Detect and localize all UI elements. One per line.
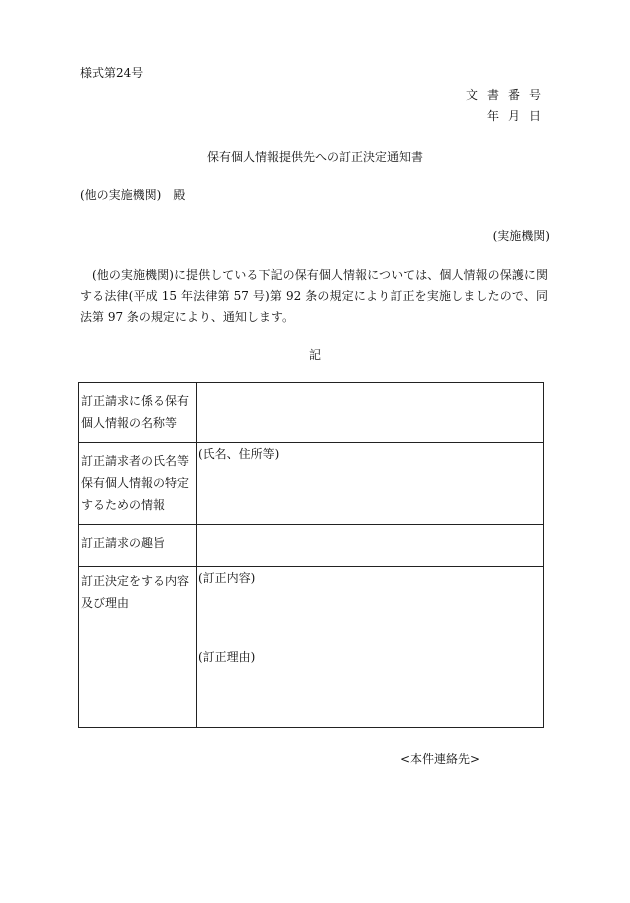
ki-heading: 記 xyxy=(308,348,321,362)
row4-label: 訂正決定をする内容及び理由 xyxy=(81,574,190,610)
sender-agency: (実施機関) xyxy=(492,229,550,243)
table-row xyxy=(79,525,544,567)
row3-value-cell xyxy=(197,525,544,567)
row3-label: 訂正請求の趣旨 xyxy=(81,536,166,550)
date-label: 年月日 xyxy=(486,109,550,123)
row-label-cell xyxy=(79,383,197,443)
contact-label: <本件連絡先> xyxy=(400,752,481,766)
table-row xyxy=(79,567,544,728)
details-table xyxy=(78,382,544,728)
row2-label: 訂正請求者の氏名等保有個人情報の特定するための情報 xyxy=(81,454,190,512)
addressee: (他の実施機関) 殿 xyxy=(80,188,186,202)
row-label-cell xyxy=(79,525,197,567)
row1-label: 訂正請求に係る保有個人情報の名称等 xyxy=(81,394,190,430)
row2-value-cell xyxy=(197,443,544,525)
body-paragraph: (他の実施機関)に提供している下記の保有個人情報については、個人情報の保護に関する法律(平成 15 年法律第 57 号)第 92 条の規定により訂正を実施しましたので、同法第 97 条の規定により、通知します。 xyxy=(80,268,548,324)
document-number-label: 文書番号 xyxy=(465,88,550,102)
row4-value-cell xyxy=(197,567,544,728)
row-label-cell xyxy=(79,567,197,728)
row1-value-cell xyxy=(197,383,544,443)
row2-note: (氏名、住所等) xyxy=(198,447,280,461)
document-title: 保有個人情報提供先への訂正決定通知書 xyxy=(206,150,423,164)
row4-note-content: (訂正内容) xyxy=(198,571,256,585)
form-number: 様式第24号 xyxy=(80,66,144,80)
row4-note-reason: (訂正理由) xyxy=(198,650,256,664)
table-row xyxy=(79,383,544,443)
table-row xyxy=(79,443,544,525)
row-label-cell xyxy=(79,443,197,525)
